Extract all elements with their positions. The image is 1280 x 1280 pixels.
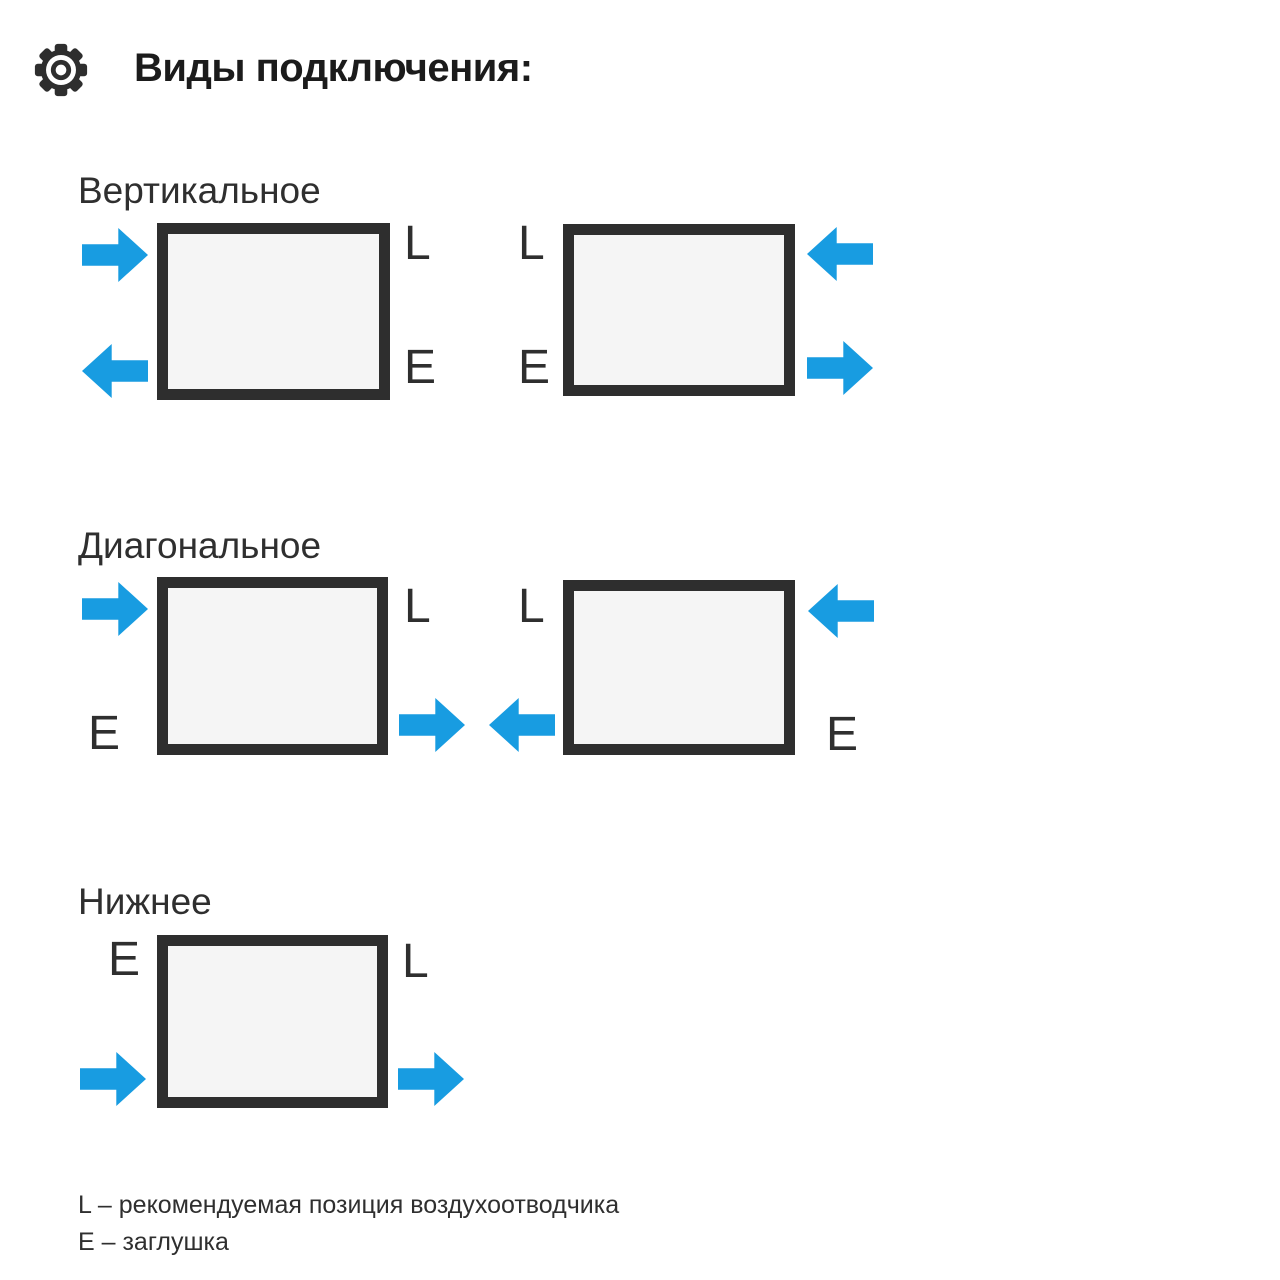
radiator-panel bbox=[157, 577, 388, 755]
flow-out-arrow bbox=[489, 698, 555, 752]
flow-out-arrow bbox=[398, 1052, 464, 1106]
radiator-panel bbox=[157, 223, 390, 400]
flow-out-arrow bbox=[807, 341, 873, 395]
port-label-air-vent: L bbox=[518, 580, 545, 633]
radiator-panel bbox=[563, 580, 795, 755]
flow-out-arrow bbox=[82, 344, 148, 398]
port-label-plug: E bbox=[404, 341, 437, 394]
flow-out-arrow bbox=[399, 698, 465, 752]
section-label-bottom: Нижнее bbox=[78, 881, 212, 922]
flow-in-arrow bbox=[808, 584, 874, 638]
port-label-air-vent: L bbox=[404, 580, 431, 633]
flow-in-arrow bbox=[82, 582, 148, 636]
page-title: Виды подключения: bbox=[134, 46, 533, 90]
port-label-air-vent: L bbox=[518, 217, 545, 270]
section-label-diagonal: Диагональное bbox=[78, 525, 322, 566]
port-label-air-vent: L bbox=[404, 217, 431, 270]
flow-in-arrow bbox=[80, 1052, 146, 1106]
radiator-panel bbox=[157, 935, 388, 1108]
legend-plug: E – заглушка bbox=[78, 1228, 229, 1256]
radiator-panel bbox=[563, 224, 795, 396]
flow-in-arrow bbox=[82, 228, 148, 282]
flow-in-arrow bbox=[807, 227, 873, 281]
port-label-plug: E bbox=[88, 707, 121, 760]
port-label-air-vent: L bbox=[402, 935, 429, 988]
legend-air-vent: L – рекомендуемая позиция воздухоотводчика bbox=[78, 1191, 620, 1219]
port-label-plug: E bbox=[826, 708, 859, 761]
port-label-plug: E bbox=[518, 341, 551, 394]
gear-icon bbox=[32, 41, 90, 99]
section-label-vertical: Вертикальное bbox=[78, 170, 321, 211]
port-label-plug: E bbox=[108, 933, 141, 986]
